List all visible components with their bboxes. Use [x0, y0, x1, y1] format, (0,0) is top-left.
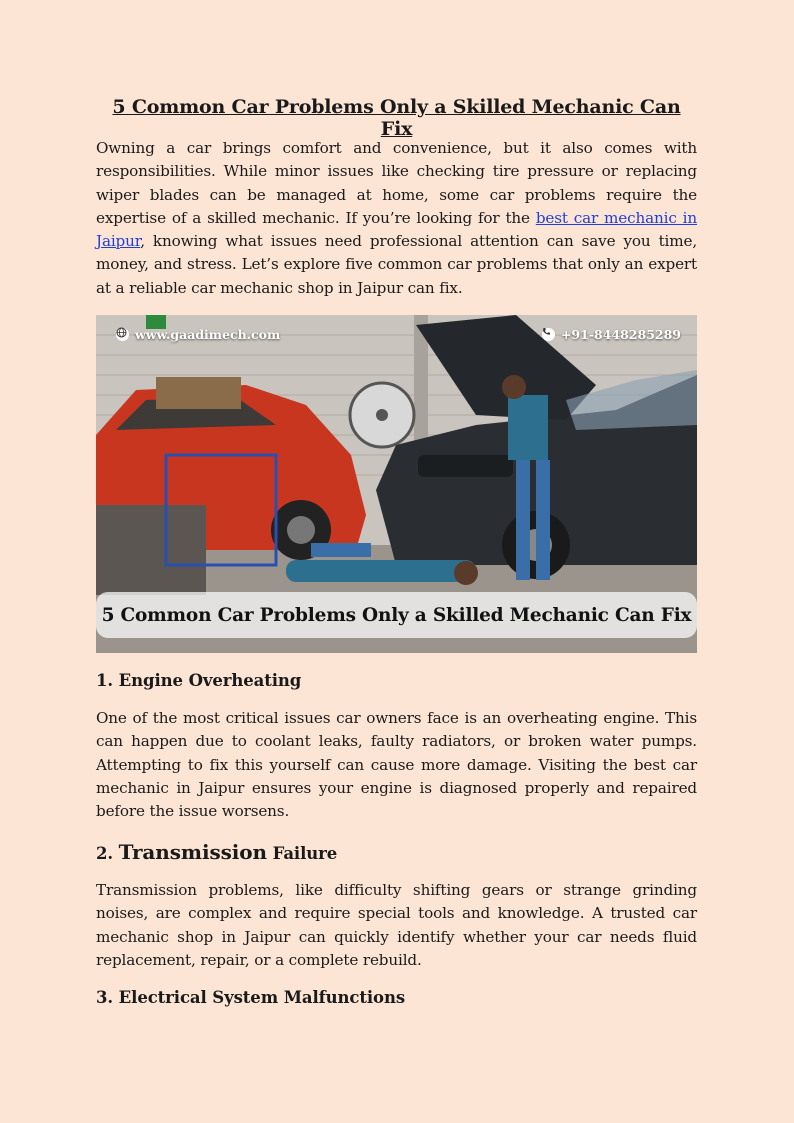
section-2-number: 2. — [96, 844, 119, 863]
intro-text-start: Owning a car brings comfort and convenience, but it also comes with responsibilities. While minor issues like checking tire pressure or replacing wiper blades can be managed at home, some car problems require the expertise of a skilled mechanic. If you’re looking for the — [96, 139, 697, 227]
section-2-heading-rest: Failure — [266, 844, 338, 863]
phone-icon — [542, 328, 555, 341]
intro-paragraph — [96, 137, 697, 300]
intro-text-end: , knowing what issues need professional attention can save you time, money, and stress. Let’s explore five common car problems that only an expert at a reliable car mechanic shop in Jaipur can fix. — [96, 232, 697, 297]
best-car-mechanic-link[interactable]: best car mechanic in Jaipur — [96, 208, 697, 251]
section-2-body: Transmission problems, like difficulty shifting gears or strange grinding noises, are complex and require special tools and knowledge. A trusted car mechanic shop in Jaipur can quickly identify whether your car needs fluid replacement, repair, or a complete rebuild. — [96, 881, 697, 969]
page-title: 5 Common Car Problems Only a Skilled Mechanic Can Fix — [112, 96, 681, 140]
section-1-heading: 1. Engine Overheating — [96, 671, 302, 690]
globe-icon — [116, 328, 129, 341]
image-caption: 5 Common Car Problems Only a Skilled Mechanic Can Fix — [96, 592, 697, 638]
hero-image — [96, 315, 697, 653]
phone-text: +91-8448285289 — [560, 327, 681, 342]
section-2-heading-large: Transmission — [118, 840, 267, 864]
website-tag — [116, 327, 280, 342]
phone-tag — [542, 327, 681, 342]
section-2-heading — [96, 840, 337, 864]
website-text: www.gaadimech.com — [135, 327, 281, 342]
section-1-body: One of the most critical issues car owners face is an overheating engine. This can happen due to coolant leaks, faulty radiators, or broken water pumps. Attempting to fix this yourself can cause more damage. Visiting the best car mechanic in Jaipur ensures your engine is diagnosed properly and repaired before the issue worsens. — [96, 709, 697, 821]
section-3-heading: 3. Electrical System Malfunctions — [96, 988, 406, 1007]
